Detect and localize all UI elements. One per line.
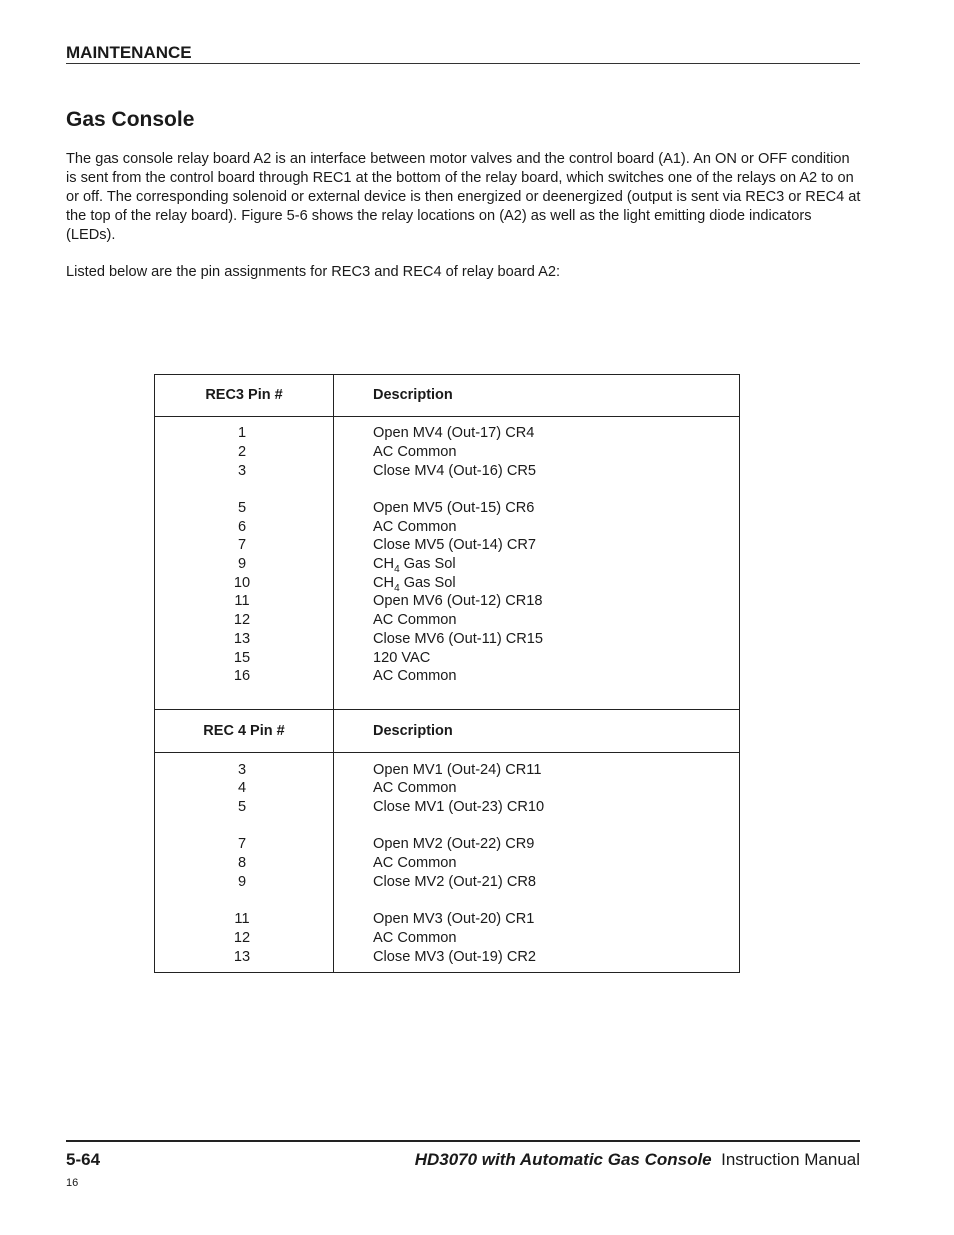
pin-description: AC Common [373,612,457,628]
pin-number: 2 [237,444,247,460]
pin-number: 8 [237,855,247,871]
rec3-pin-header: REC3 Pin # [205,387,283,403]
rec3-row [155,462,739,481]
pin-description: AC Common [373,855,457,871]
pin-number: 13 [233,949,251,965]
rec4-row [155,854,739,873]
rec4-pin-header: REC 4 Pin # [203,723,285,739]
pin-description: Close MV2 (Out-21) CR8 [373,874,537,890]
pin-description: Open MV5 (Out-15) CR6 [373,500,535,516]
rec4-header-rule [155,752,739,753]
pin-number: 5 [237,799,247,815]
intro-paragraph: The gas console relay board A2 is an interface between motor valves and the control board (A1). An ON or OFF condition is sent from the control board through REC1 at the bottom of the relay board, which switches one of the relays on A2 to on or off. The corresponding solenoid or external device is then energized or deenergized (output is sent via REC3 or REC4 at the top of the relay board). Figure 5-6 shows the relay locations on (A2) as well as the light emitting diode indicators (LEDs). [66,151,861,243]
pin-number: 15 [233,650,251,666]
page-title: Gas Console [66,108,195,131]
rec3-row [155,592,739,611]
pin-description: AC Common [373,780,457,796]
pin-number: 12 [233,930,251,946]
pin-description: Close MV5 (Out-14) CR7 [373,537,537,553]
pin-number: 3 [237,762,247,778]
rec3-row [155,611,739,630]
rec4-row [155,910,739,929]
pin-number: 3 [237,463,247,479]
rec4-row [155,929,739,948]
pin-assignment-table [154,374,740,973]
pin-number: 9 [237,556,247,572]
pin-description: Open MV4 (Out-17) CR4 [373,425,535,441]
pin-number: 16 [233,668,251,684]
rec3-row [155,574,739,593]
rec3-row [155,630,739,649]
rec3-row [155,518,739,537]
page-number: 5-64 [66,1150,101,1169]
pin-description: Open MV3 (Out-20) CR1 [373,911,535,927]
pin-description: Close MV4 (Out-16) CR5 [373,463,537,479]
pin-description: Open MV1 (Out-24) CR11 [373,762,542,778]
pin-number: 13 [233,631,251,647]
rec4-row [155,779,739,798]
rec4-row [155,873,739,892]
rec4-row [155,761,739,780]
rec4-desc-header: Description [373,723,453,739]
pin-number: 7 [237,537,247,553]
pin-description: AC Common [373,519,457,535]
pin-number: 7 [237,836,247,852]
rec3-desc-header: Description [373,387,453,403]
rec3-row [155,667,739,686]
rec3-row [155,555,739,574]
pin-description: AC Common [373,930,457,946]
footer-rule [66,1140,860,1142]
pin-description: Open MV2 (Out-22) CR9 [373,836,535,852]
rec3-row [155,443,739,462]
pin-number: 6 [237,519,247,535]
rec3-row [155,649,739,668]
pin-description: Close MV3 (Out-19) CR2 [373,949,537,965]
pin-number: 11 [234,911,250,927]
pin-number: 10 [233,575,251,591]
pin-description: Open MV6 (Out-12) CR18 [373,593,543,609]
pin-number: 11 [234,593,250,609]
rec4-row [155,798,739,817]
document-type: Instruction Manual [721,1150,860,1169]
pin-description: Close MV1 (Out-23) CR10 [373,799,545,815]
rec4-row [155,948,739,967]
pin-number: 1 [237,425,247,441]
rec4-row [155,835,739,854]
pin-description: $CH_4$ Gas Sol [373,556,456,575]
rec4-section-rule [155,709,739,710]
table-intro-paragraph: Listed below are the pin assignments for REC3 and REC4 of relay board A2: [66,264,561,280]
rec3-row [155,536,739,555]
pin-number: 12 [233,612,251,628]
rec3-row [155,499,739,518]
sheet-number: 16 [66,1177,79,1189]
pin-number: 5 [237,500,247,516]
pin-description: AC Common [373,444,457,460]
pin-number: 9 [237,874,247,890]
rec3-header-rule [155,416,739,417]
pin-description: $CH_4$ Gas Sol [373,575,456,594]
section-header: MAINTENANCE [66,43,860,64]
pin-description: AC Common [373,668,457,684]
product-name: HD3070 with Automatic Gas Console [414,1150,712,1169]
pin-description: 120 VAC [373,650,431,666]
footer-manual-title [415,1150,860,1170]
pin-description: Close MV6 (Out-11) CR15 [373,631,544,647]
pin-number: 4 [237,780,247,796]
rec3-row [155,424,739,443]
